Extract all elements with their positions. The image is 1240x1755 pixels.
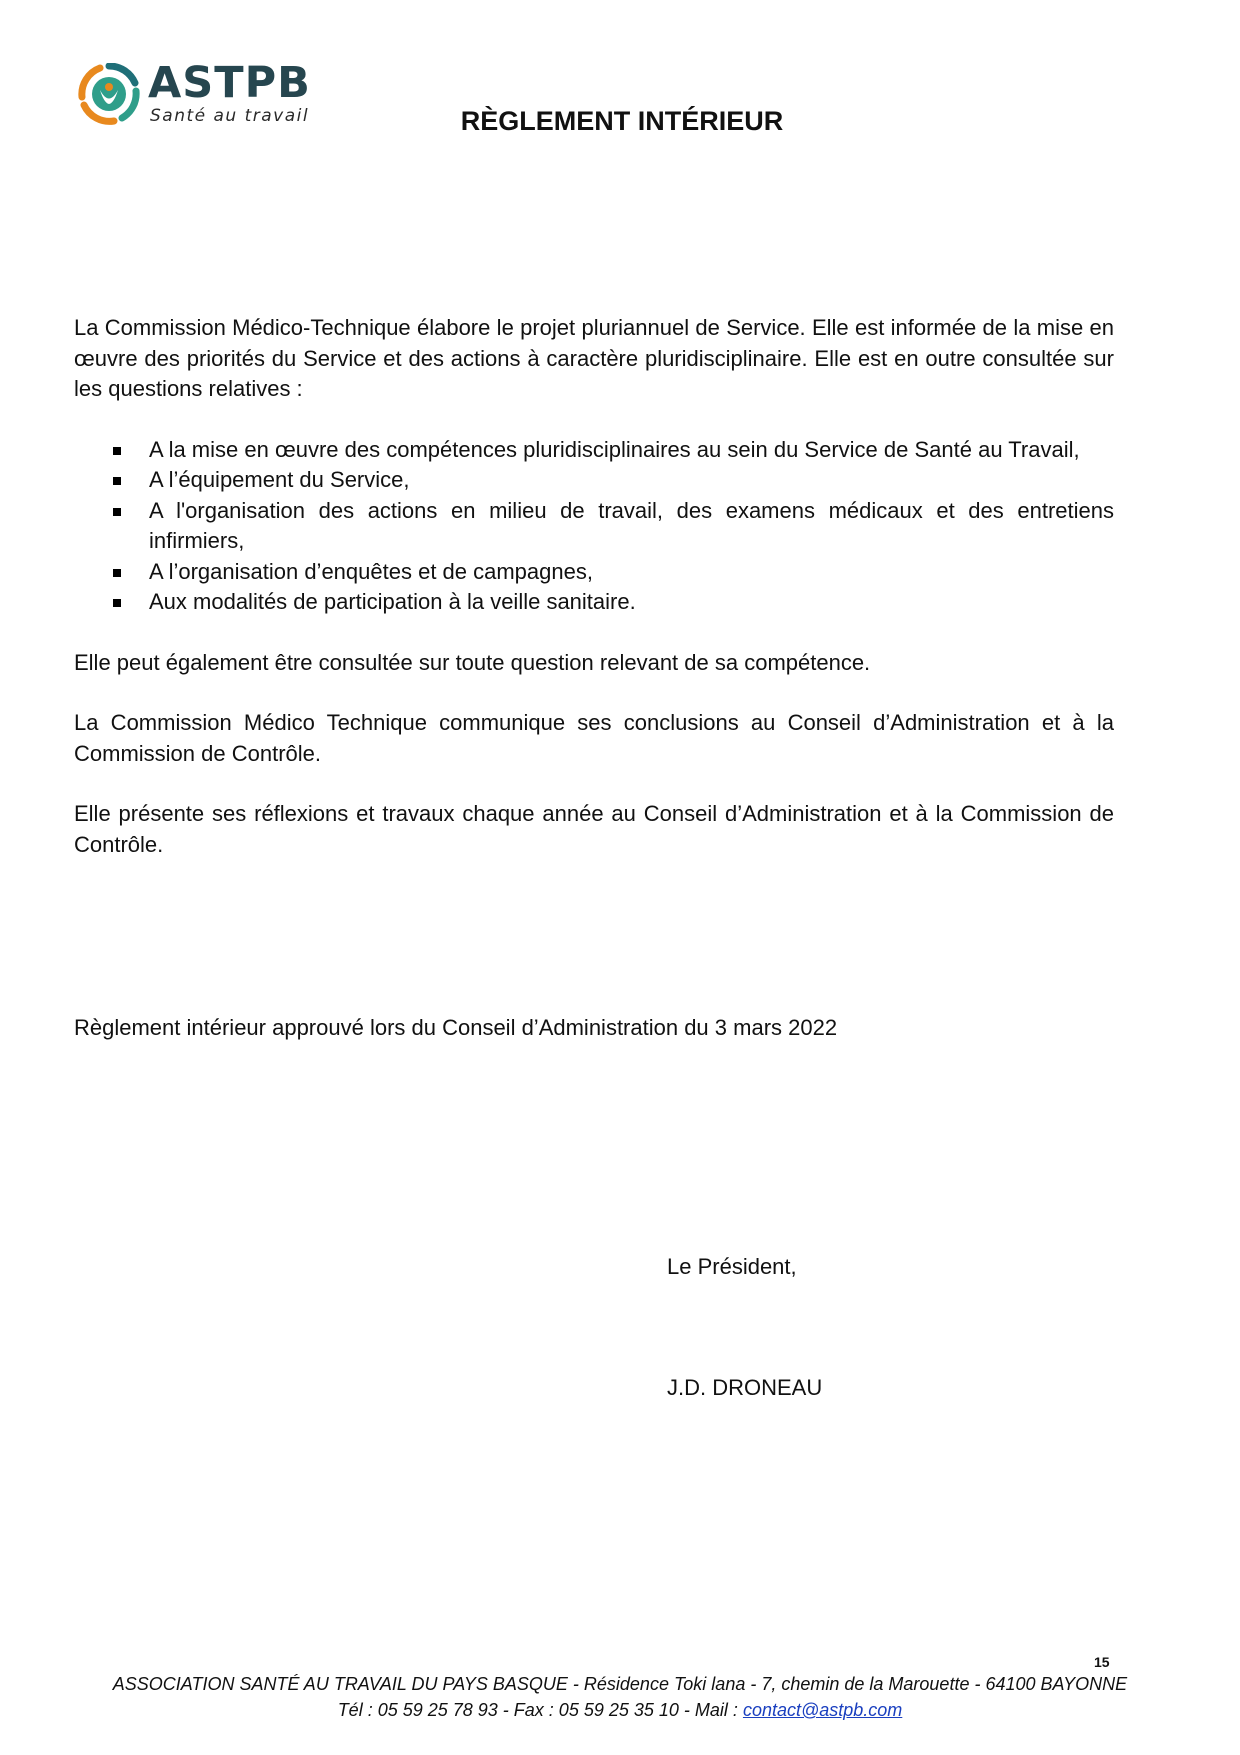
logo-name: ASTPB <box>148 58 311 108</box>
list-item: A l’équipement du Service, <box>74 465 1114 496</box>
footer-phone-fax: Tél : 05 59 25 78 93 - Fax : 05 59 25 35 10 - Mail : <box>337 1700 743 1720</box>
bullet-list <box>74 435 1114 618</box>
list-item: A l’organisation d’enquêtes et de campagnes, <box>74 557 1114 588</box>
paragraph-conclusions: La Commission Médico Technique communique ses conclusions au Conseil d’Administration et à la Commission de Contrôle. <box>74 710 1114 766</box>
paragraph-consultation: Elle peut également être consultée sur toute question relevant de sa compétence. <box>74 649 871 675</box>
document-body <box>74 313 1114 860</box>
logo-tagline: Santé au travail <box>150 106 310 126</box>
paragraph-intro: La Commission Médico-Technique élabore le projet pluriannuel de Service. Elle est informée de la mise en œuvre des priorités du Service et des actions à caractère pluridisciplinaire. Elle est en outre consultée sur les questions relatives : <box>74 315 1114 401</box>
bullet-square-icon <box>113 599 121 607</box>
bullet-square-icon <box>113 477 121 485</box>
bullet-square-icon <box>113 508 121 516</box>
document-title: RÈGLEMENT INTÉRIEUR <box>460 106 784 136</box>
footer-contact <box>0 1698 1240 1722</box>
approval-statement: Règlement intérieur approuvé lors du Conseil d’Administration du 3 mars 2022 <box>74 1015 838 1040</box>
paragraph-annual-report: Elle présente ses réflexions et travaux chaque année au Conseil d’Administration et à la Commission de Contrôle. <box>74 801 1114 857</box>
bullet-square-icon <box>113 569 121 577</box>
list-item: A la mise en œuvre des compétences pluridisciplinaires au sein du Service de Santé au Travail, <box>74 435 1114 466</box>
signature-name: J.D. DRONEAU <box>667 1375 823 1400</box>
footer-address: ASSOCIATION SANTÉ AU TRAVAIL DU PAYS BASQUE - Résidence Toki lana - 7, chemin de la Marouette - 64100 BAYONNE <box>112 1674 1128 1694</box>
page-number: 15 <box>1094 1654 1110 1670</box>
list-item: A l'organisation des actions en milieu de travail, des examens médicaux et des entretiens infirmiers, <box>74 496 1114 557</box>
email-link[interactable]: contact@astpb.com <box>742 1700 903 1720</box>
signature-title: Le Président, <box>667 1254 797 1279</box>
bullet-square-icon <box>113 447 121 455</box>
list-item: Aux modalités de participation à la veille sanitaire. <box>74 587 1114 618</box>
